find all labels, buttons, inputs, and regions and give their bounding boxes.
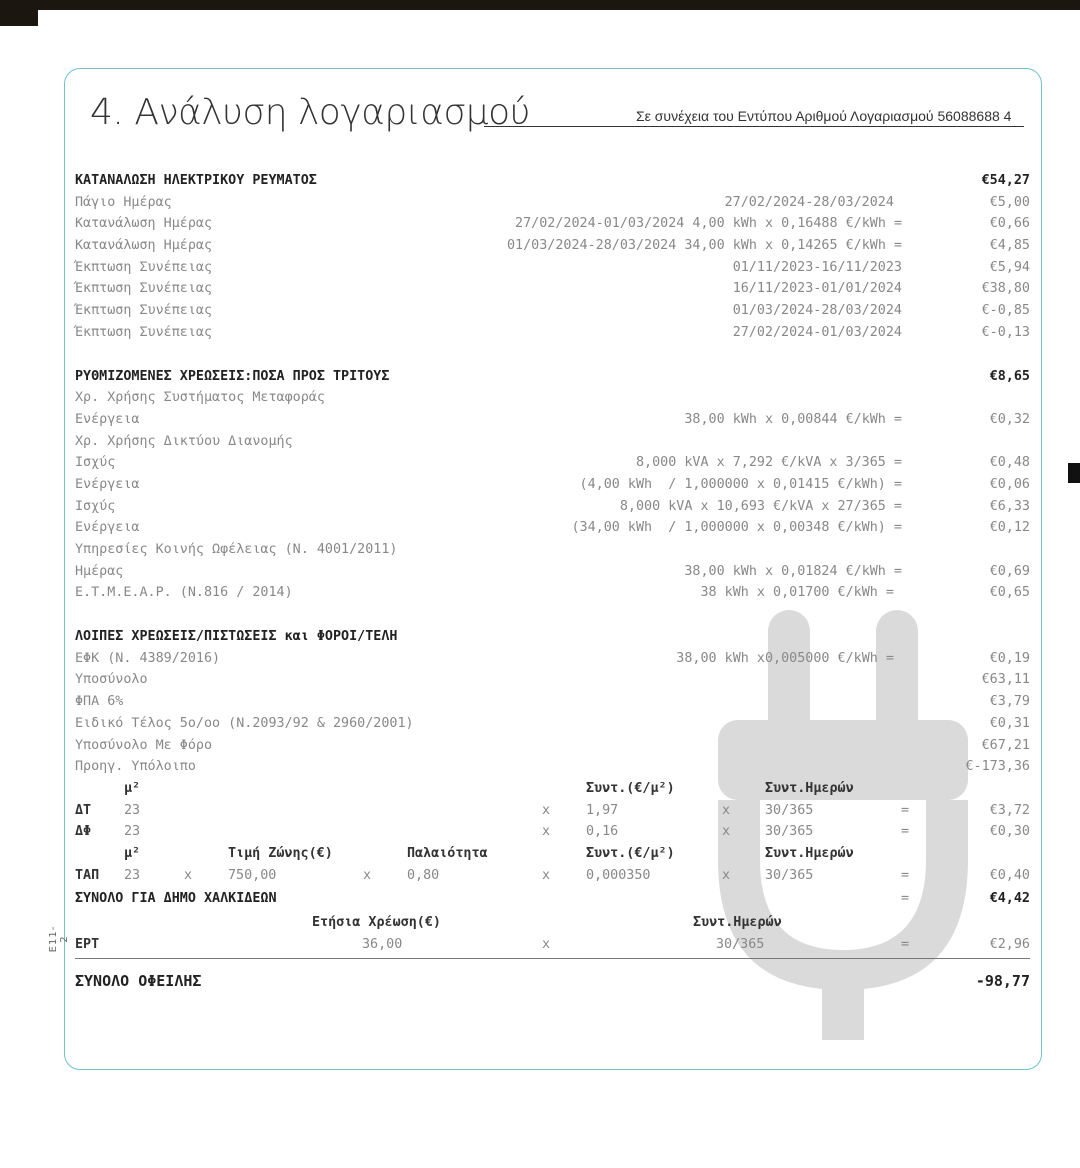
- df-x: x: [542, 824, 551, 840]
- consumption-row: [75, 213, 1030, 235]
- row-label: Ενέργεια: [75, 520, 140, 536]
- row-amount: €0,12: [989, 520, 1030, 536]
- municipal-total-row: [75, 886, 1030, 912]
- dt-amount: €3,72: [989, 802, 1030, 818]
- ert-annual: 36,00: [362, 937, 403, 952]
- days-header-2: Συντ.Ημερών: [765, 845, 854, 861]
- tap-row: [75, 865, 1030, 887]
- row-detail: 27/02/2024-01/03/2024 4,00 kWh x 0,16488 €/kWh =: [515, 216, 902, 232]
- row-label: Πάγιο Ημέρας: [75, 194, 172, 210]
- df-code: ΔΦ: [75, 824, 92, 840]
- row-label: ΦΠΑ 6%: [75, 694, 124, 710]
- right-edge-mark: [1068, 463, 1080, 483]
- row-label: Κατανάλωση Ημέρας: [75, 216, 213, 232]
- row-label: Ισχύς: [75, 455, 116, 471]
- regulated-row: [75, 474, 1030, 496]
- account-reference: Σε συνέχεια του Εντύπου Αριθμού Λογαριασμού 56088688 4: [636, 108, 1012, 124]
- dt-x: x: [542, 802, 551, 818]
- row-label: Υπηρεσίες Κοινής Ωφέλειας (Ν. 4001/2011): [75, 542, 398, 557]
- other-charges-row: [75, 648, 1030, 670]
- row-label: Ε.Τ.Μ.Ε.Α.Ρ. (Ν.816 / 2014): [75, 585, 293, 601]
- regulated-row: [75, 496, 1030, 518]
- grand-total-row: [75, 959, 1030, 1003]
- regulated-row: [75, 517, 1030, 539]
- row-amount: €-173,36: [965, 759, 1030, 775]
- other-charges-row: [75, 756, 1030, 778]
- coef-header: Συντ.(€/μ²): [586, 780, 675, 796]
- regulated-title-row: [75, 366, 1030, 388]
- ert-header: [75, 912, 1030, 934]
- grand-total-amount: -98,77: [975, 971, 1030, 990]
- row-amount: €0,06: [989, 476, 1030, 492]
- row-detail: 38,00 kWh x 0,00844 €/kWh =: [684, 411, 902, 427]
- municipal-header-1: [75, 778, 1030, 800]
- regulated-row: [75, 561, 1030, 583]
- df-eq: =: [901, 824, 910, 840]
- row-label: Κατανάλωση Ημέρας: [75, 238, 213, 254]
- consumption-title: ΚΑΤΑΝΑΛΩΣΗ ΗΛΕΚΤΡΙΚΟΥ ΡΕΥΜΑΤΟΣ: [75, 173, 317, 188]
- row-detail: 38,00 kWh x0,005000 €/kWh =: [676, 650, 902, 666]
- other-charges-title-row: [75, 626, 1030, 648]
- consumption-row: [75, 257, 1030, 279]
- tap-coef: 0,000350: [586, 867, 651, 883]
- row-label: Έκπτωση Συνέπειας: [75, 281, 213, 297]
- tap-x2: x: [363, 867, 372, 883]
- other-charges-row: [75, 691, 1030, 713]
- consumption-row: [75, 278, 1030, 300]
- df-m2: 23: [124, 824, 141, 840]
- row-amount: €5,00: [989, 194, 1030, 210]
- row-label: Έκπτωση Συνέπειας: [75, 324, 213, 340]
- section-heading: [90, 92, 530, 133]
- municipal-header-2: [75, 843, 1030, 865]
- row-label: Υποσύνολο: [75, 672, 148, 688]
- row-detail: (34,00 kWh / 1,000000 x 0,00348 €/kWh) =: [571, 520, 902, 536]
- grand-total-label: ΣΥΝΟΛΟ ΟΦΕΙΛΗΣ: [75, 971, 202, 990]
- row-amount: €0,69: [989, 563, 1030, 579]
- row-detail: 01/11/2023-16/11/2023: [732, 259, 902, 275]
- consumption-row: [75, 192, 1030, 214]
- row-label: ΕΦΚ (Ν. 4389/2016): [75, 650, 221, 666]
- tap-days: 30/365: [765, 867, 814, 883]
- section-title: Ανάλυση λογαριασμού: [134, 92, 530, 133]
- dt-x2: x: [722, 802, 731, 818]
- regulated-row: [75, 539, 1030, 561]
- row-detail: 38,00 kWh x 0,01824 €/kWh =: [684, 563, 902, 579]
- row-detail: 8,000 kVA x 10,693 €/kVA x 27/365 =: [619, 498, 902, 514]
- row-detail: 01/03/2024-28/03/2024 34,00 kWh x 0,14265 €/kWh =: [506, 238, 902, 254]
- row-detail: 01/03/2024-28/03/2024: [732, 303, 902, 319]
- bill-breakdown: [75, 170, 1030, 1003]
- regulated-row: [75, 431, 1030, 453]
- top-left-block: [0, 10, 38, 26]
- regulated-row: [75, 582, 1030, 604]
- ert-amount: €2,96: [989, 937, 1030, 952]
- municipal-total-label: ΣΥΝΟΛΟ ΓΙΑ ΔΗΜΟ ΧΑΛΚΙΔΕΩΝ: [75, 891, 277, 907]
- df-x2: x: [722, 824, 731, 840]
- ert-x: x: [542, 937, 551, 952]
- row-label: Ειδικό Τέλος 5ο/οο (Ν.2093/92 & 2960/2001): [75, 715, 414, 731]
- ert-code: ΕΡΤ: [75, 937, 100, 952]
- row-amount: €5,94: [989, 259, 1030, 275]
- other-charges-title: ΛΟΙΠΕΣ ΧΡΕΩΣΕΙΣ/ΠΙΣΤΩΣΕΙΣ και ΦΟΡΟΙ/ΤΕΛΗ: [75, 629, 398, 645]
- dt-days: 30/365: [765, 802, 814, 818]
- dt-code: ΔΤ: [75, 802, 92, 818]
- row-detail: 16/11/2023-01/01/2024: [732, 281, 902, 297]
- row-label: Ημέρας: [75, 563, 124, 579]
- dt-m2: 23: [124, 802, 141, 818]
- row-label: Έκπτωση Συνέπειας: [75, 259, 213, 275]
- age-header: Παλαιότητα: [407, 845, 488, 861]
- zone-header: Τιμή Ζώνης(€): [228, 845, 333, 861]
- row-amount: €63,11: [981, 672, 1030, 688]
- row-amount: €0,32: [989, 411, 1030, 427]
- row-amount: €0,66: [989, 216, 1030, 232]
- df-days: 30/365: [765, 824, 814, 840]
- regulated-row: [75, 387, 1030, 409]
- df-coef: 0,16: [586, 824, 619, 840]
- municipal-total-eq: =: [901, 891, 910, 907]
- m2-header: μ²: [124, 780, 141, 796]
- row-amount: €4,85: [989, 238, 1030, 254]
- consumption-title-row: [75, 170, 1030, 192]
- row-label: Χρ. Χρήσης Δικτύου Διανομής: [75, 433, 293, 449]
- tap-eq: =: [901, 867, 910, 883]
- side-code: E11-2: [48, 925, 70, 953]
- row-label: Προηγ. Υπόλοιπο: [75, 759, 196, 775]
- tap-code: ΤΑΠ: [75, 867, 100, 883]
- tap-x3: x: [542, 867, 551, 883]
- consumption-row: [75, 235, 1030, 257]
- row-detail: 8,000 kVA x 7,292 €/kVA x 3/365 =: [635, 455, 902, 471]
- row-amount: €-0,13: [981, 324, 1030, 340]
- row-detail: 27/02/2024-01/03/2024: [732, 324, 902, 340]
- row-label: Υποσύνολο Με Φόρο: [75, 737, 213, 753]
- top-bar: [0, 0, 1080, 10]
- ert-row: [75, 934, 1030, 956]
- row-label: Ενέργεια: [75, 411, 140, 427]
- tap-amount: €0,40: [989, 867, 1030, 883]
- section-number: 4.: [90, 92, 124, 133]
- other-charges-row: [75, 669, 1030, 691]
- row-label: Έκπτωση Συνέπειας: [75, 303, 213, 319]
- tap-zone: 750,00: [228, 867, 277, 883]
- row-detail: 27/02/2024-28/03/2024: [724, 194, 902, 210]
- row-detail: 38 kWh x 0,01700 €/kWh =: [700, 585, 902, 601]
- row-amount: €0,65: [989, 585, 1030, 601]
- ert-annual-header: Ετήσια Χρέωση(€): [312, 915, 441, 931]
- row-amount: €0,48: [989, 455, 1030, 471]
- heading-rule: [484, 126, 1024, 127]
- tap-x4: x: [722, 867, 731, 883]
- df-amount: €0,30: [989, 824, 1030, 840]
- row-amount: €6,33: [989, 498, 1030, 514]
- municipal-total-amount: €4,42: [989, 891, 1030, 907]
- consumption-row: [75, 300, 1030, 322]
- days-header: Συντ.Ημερών: [765, 780, 854, 796]
- ert-days-header: Συντ.Ημερών: [693, 915, 782, 931]
- dt-coef: 1,97: [586, 802, 619, 818]
- tap-m2: 23: [124, 867, 141, 883]
- other-charges-row: [75, 735, 1030, 757]
- m2-header-2: μ²: [124, 845, 141, 861]
- row-amount: €-0,85: [981, 303, 1030, 319]
- row-detail: (4,00 kWh / 1,000000 x 0,01415 €/kWh) =: [579, 476, 902, 492]
- regulated-row: [75, 409, 1030, 431]
- ert-eq: =: [901, 937, 910, 952]
- row-amount: €38,80: [981, 281, 1030, 297]
- row-label: Ισχύς: [75, 498, 116, 514]
- regulated-title: ΡΥΘΜΙΖΟΜΕΝΕΣ ΧΡΕΩΣΕΙΣ:ΠΟΣΑ ΠΡΟΣ ΤΡΙΤΟΥΣ: [75, 368, 390, 384]
- dt-row: [75, 800, 1030, 822]
- row-amount: €67,21: [981, 737, 1030, 753]
- consumption-total: €54,27: [981, 173, 1030, 188]
- row-label: Χρ. Χρήσης Συστήματος Μεταφοράς: [75, 390, 325, 406]
- row-amount: €3,79: [989, 694, 1030, 710]
- row-label: Ενέργεια: [75, 476, 140, 492]
- regulated-row: [75, 452, 1030, 474]
- tap-x1: x: [184, 867, 193, 883]
- other-charges-row: [75, 713, 1030, 735]
- regulated-total: €8,65: [989, 368, 1030, 384]
- tap-age: 0,80: [407, 867, 440, 883]
- df-row: [75, 821, 1030, 843]
- row-amount: €0,19: [989, 650, 1030, 666]
- ert-days: 30/365: [716, 937, 765, 952]
- row-amount: €0,31: [989, 715, 1030, 731]
- dt-eq: =: [901, 802, 910, 818]
- consumption-row: [75, 322, 1030, 344]
- coef-header-2: Συντ.(€/μ²): [586, 845, 675, 861]
